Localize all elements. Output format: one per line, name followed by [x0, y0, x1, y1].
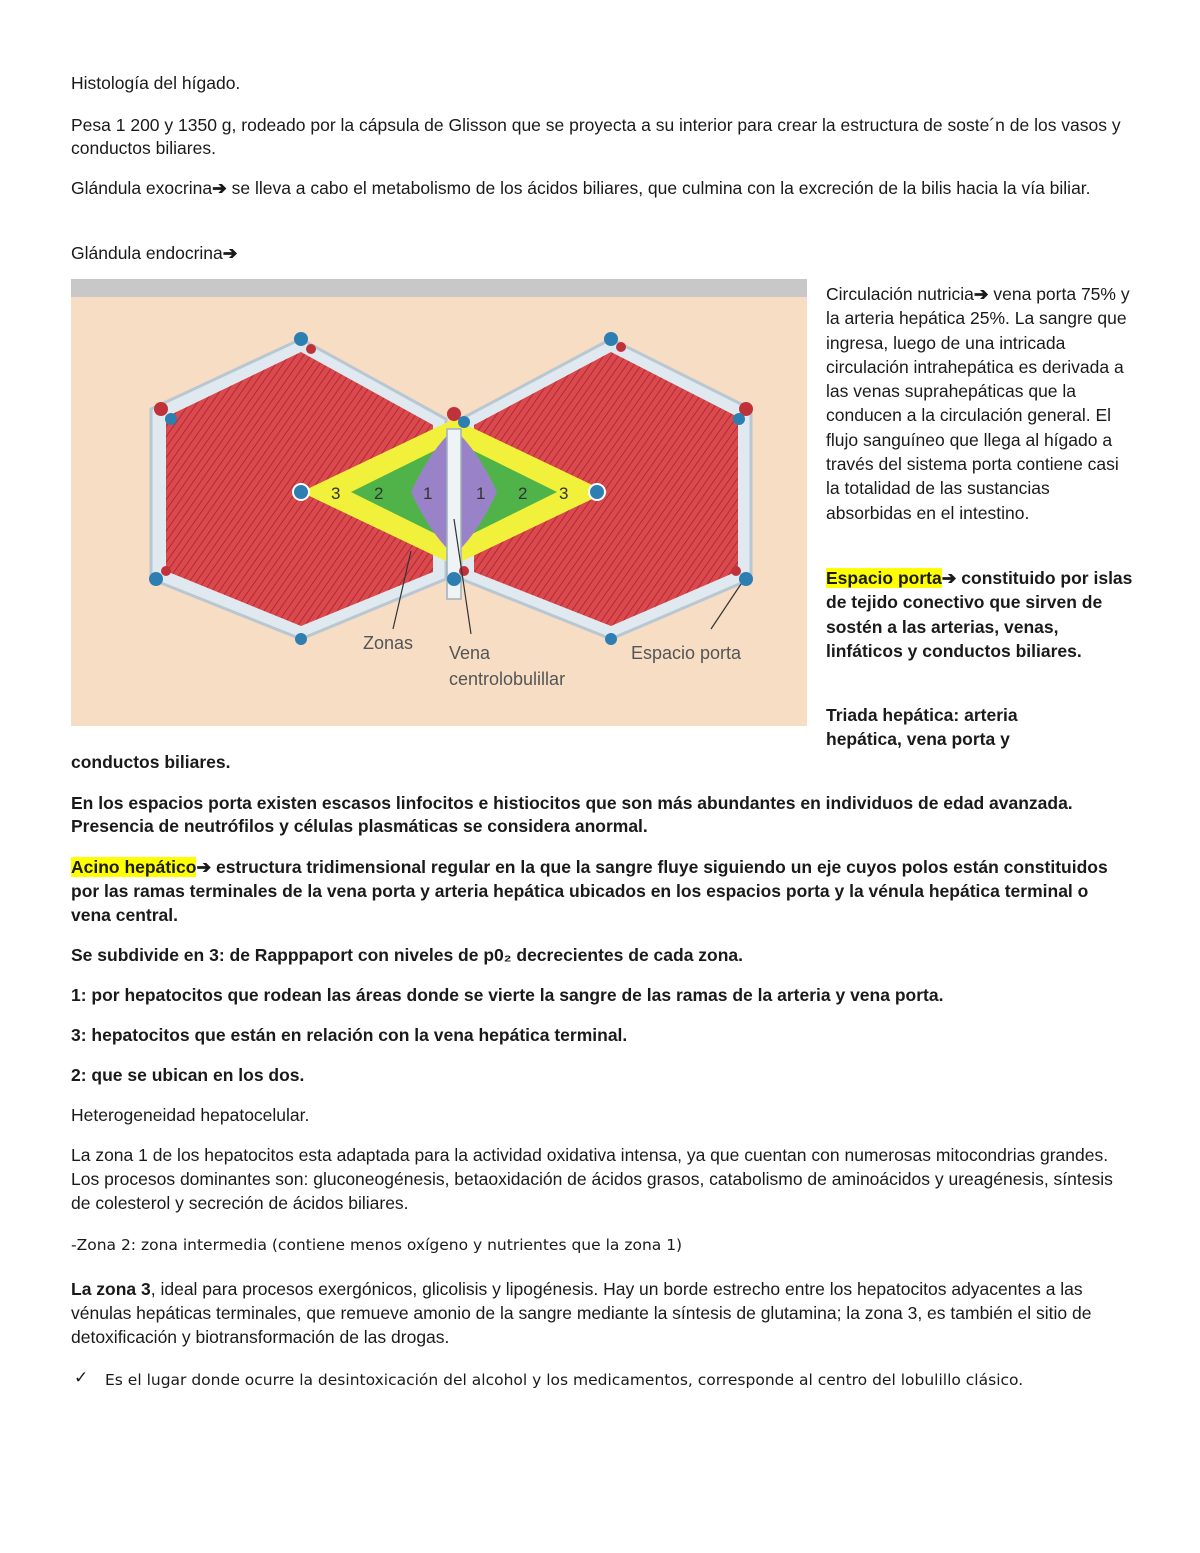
paragraph-endocrina: [71, 242, 237, 265]
zone-label-left-1: 1: [423, 484, 433, 503]
paragraph-peso: Pesa 1 200 y 1350 g, rodeado por la cápsula de Glisson que se proyecta a su interior para crear la estructura de soste´n de los vasos y conductos biliares.: [71, 115, 1121, 158]
paragraph-acino: [71, 855, 1131, 927]
exocrina-label: Glándula exocrina: [71, 178, 213, 198]
zone-label-right-3: 3: [559, 484, 569, 503]
zone-label-right-1: 1: [476, 484, 486, 503]
paragraph-zona-1-def: 1: por hepatocitos que rodean las áreas donde se vierte la sangre de las ramas de la arteria y vena porta.: [71, 985, 944, 1005]
acino-text: estructura tridimensional regular en la que la sangre fluye siguiendo un eje cuyos polos están constituidos por las ramas terminales de la vena porta y arteria hepática ubicados en los espacios porta y la vénula hepática terminal o vena central.: [71, 857, 1108, 925]
arrow-icon: ➔: [196, 857, 212, 877]
zona3-text: , ideal para procesos exergónicos, glicolisis y lipogénesis. Hay un borde estrecho entre los hepatocitos adyacentes a las vénulas hepáticas terminales, que remueve amonio de la sangre mediante la síntesis de glutamina; la zona 3, es también el sitio de detoxificación y biotransformación de las drogas.: [71, 1279, 1092, 1347]
espacio-porta-text: constituido por islas de tejido conectivo que sirven de sostén a las arterias, venas, linfáticos y conductos biliares.: [826, 568, 1133, 661]
checkmark-icon: ✓: [74, 1368, 89, 1387]
doc-title: Histología del hígado.: [71, 73, 241, 93]
paragraph-zona3-detail: [71, 1277, 1131, 1349]
lobule-diagram: [71, 279, 807, 726]
paragraph-zona-2-def: 2: que se ubican en los dos.: [71, 1065, 305, 1085]
zone-label-right-2: 2: [518, 484, 528, 503]
side-triada: Triada hepática: arteria hepática, vena porta y: [826, 705, 1018, 750]
arrow-icon: ➔: [941, 568, 957, 588]
paragraph-subdivide: Se subdivide en 3: de Rapppaport con niveles de p0₂ decrecientes de cada zona.: [71, 945, 744, 965]
zone-label-left-3: 3: [331, 484, 341, 503]
paragraph-linfocitos: En los espacios porta existen escasos linfocitos e histiocitos que son más abundantes en individuos de edad avanzada. Presencia de neutrófilos y células plasmáticas se considera anormal.: [71, 793, 1073, 836]
exocrina-text: se lleva a cabo el metabolismo de los ácidos biliares, que culmina con la excreción de la bilis hacia la vía biliar.: [226, 178, 1091, 198]
liver-lobule-figure: [71, 279, 807, 726]
arrow-icon: ➔: [973, 284, 989, 304]
paragraph-exocrina: [71, 177, 1131, 200]
acino-highlight: Acino hepático: [71, 857, 197, 877]
triada-continuation: conductos biliares.: [71, 752, 231, 772]
label-centrolobulillar: centrolobulillar: [449, 669, 566, 689]
zona3-label: La zona 3: [71, 1279, 151, 1299]
figure-top-band: [71, 279, 807, 297]
circulacion-label: Circulación nutricia: [826, 284, 974, 304]
label-espacio-porta: Espacio porta: [631, 643, 742, 663]
paragraph-zona2-detail: -Zona 2: zona intermedia (contiene menos oxígeno y nutrientes que la zona 1): [71, 1236, 683, 1254]
side-espacio-porta: [826, 566, 1136, 663]
side-circulacion: [826, 282, 1136, 525]
paragraph-zona1-detail: La zona 1 de los hepatocitos esta adaptada para la actividad oxidativa intensa, ya que cuentan con numerosas mitocondrias grandes. Los procesos dominantes son: gluconeogénesis, betaoxidación de ácidos grasos, catabolismo de aminoácidos y ureagénesis, síntesis de colesterol y secreción de ácidos biliares.: [71, 1145, 1113, 1213]
espacio-porta-highlight: Espacio porta: [826, 568, 942, 588]
paragraph-heterogeneidad: Heterogeneidad hepatocelular.: [71, 1105, 310, 1125]
zone-label-left-2: 2: [374, 484, 384, 503]
label-zonas: Zonas: [363, 633, 414, 653]
arrow-icon: ➔: [212, 178, 227, 198]
label-vena: Vena: [449, 643, 491, 663]
central-vein-right: [589, 484, 605, 500]
circulacion-text: vena porta 75% y la arteria hepática 25%. La sangre que ingresa, luego de una intricada circulación intrahepática es derivada a las venas suprahepáticas que la conducen a la circulación general. El flujo sanguíneo que llega al hígado a través del sistema porta contiene casi la totalidad de las sustancias absorbidas en el intestino.: [826, 284, 1130, 523]
paragraph-zona-3-def: 3: hepatocitos que están en relación con la vena hepática terminal.: [71, 1025, 628, 1045]
paragraph-check: Es el lugar donde ocurre la desintoxicación del alcohol y los medicamentos, corresponde al centro del lobulillo clásico.: [105, 1371, 1024, 1389]
arrow-icon: ➔: [222, 243, 238, 263]
endocrina-label: Glándula endocrina: [71, 243, 223, 263]
central-vein-left: [293, 484, 309, 500]
